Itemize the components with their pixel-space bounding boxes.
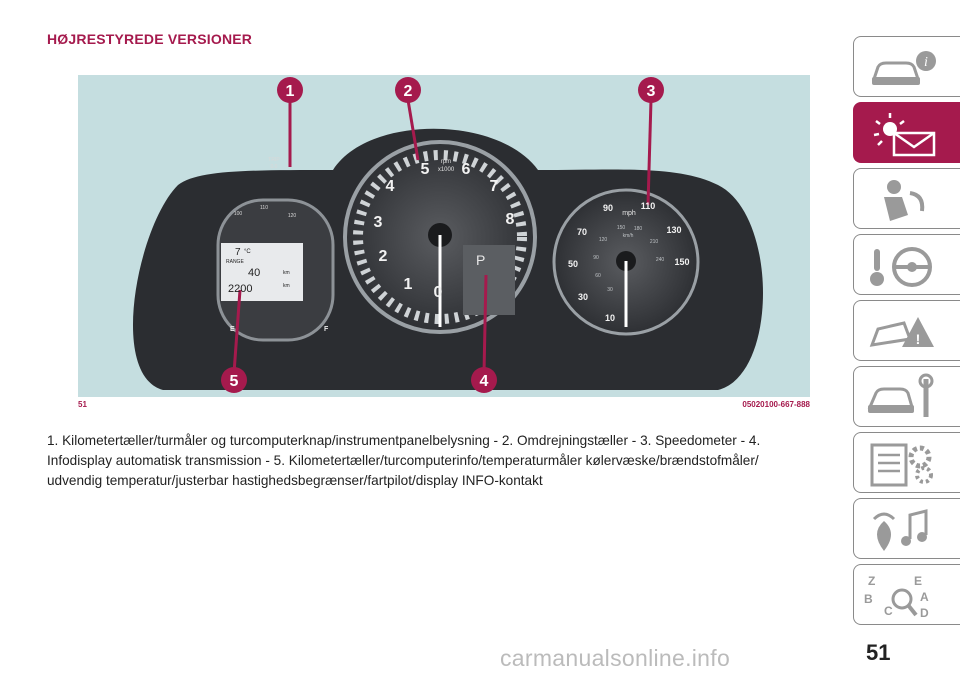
- odometer-unit: km: [283, 283, 290, 289]
- tab-starting-driving[interactable]: [853, 234, 960, 295]
- tach-unit: rpm: [440, 159, 452, 165]
- temp-scale-120: 120: [287, 213, 297, 219]
- speedo-kmh-90: 90: [593, 255, 599, 261]
- svg-text:Z: Z: [868, 574, 876, 588]
- temp-scale-100: 100: [233, 211, 243, 217]
- tab-technical-data[interactable]: [853, 432, 960, 493]
- callout-number-5: 5: [229, 373, 239, 390]
- speedo-mph-70: 70: [576, 227, 588, 237]
- speedo-unit: mph: [622, 210, 636, 217]
- tach-multiplier: x1000: [437, 167, 455, 173]
- car-accident-warning-icon: [864, 307, 944, 357]
- speedo-kmh-30: 30: [607, 287, 613, 293]
- instrument-cluster-figure: [78, 75, 810, 397]
- tab-maintenance[interactable]: [853, 366, 960, 427]
- speedo-kmh-unit: km/h: [622, 233, 634, 239]
- tach-number-2: 2: [378, 248, 388, 265]
- range-label: RANGE: [226, 259, 244, 265]
- figure-caption-row: [78, 400, 810, 414]
- tab-multimedia[interactable]: [853, 498, 960, 559]
- svg-text:B: B: [864, 592, 873, 606]
- callout-number-4: 4: [479, 373, 489, 390]
- figure-number: 51: [78, 400, 87, 409]
- svg-text:!: !: [915, 331, 921, 347]
- speedo-kmh-180: 180: [633, 226, 643, 232]
- callout-number-1: 1: [285, 83, 295, 100]
- speedo-mph-90: 90: [602, 203, 614, 213]
- range-unit: km: [283, 270, 290, 276]
- speedo-mph-30: 30: [577, 292, 589, 302]
- speedo-mph-10: 10: [604, 313, 616, 323]
- tach-number-7: 7: [489, 178, 499, 195]
- callout-number-2: 2: [403, 83, 413, 100]
- speedo-kmh-240: 240: [655, 257, 665, 263]
- speedo-kmh-150: 150: [616, 225, 626, 231]
- trip-value: 0.0: [270, 164, 278, 170]
- fuel-full-label: F: [324, 326, 329, 333]
- callout-line-4: [484, 275, 486, 373]
- technical-data-icon: [864, 439, 944, 489]
- speedo-mph-50: 50: [567, 259, 579, 269]
- tab-warning-lights[interactable]: [853, 102, 960, 163]
- speedo-mph-130: 130: [666, 225, 682, 235]
- page-number: 51: [866, 640, 891, 665]
- tach-number-0: 0: [433, 284, 443, 301]
- multimedia-icon: [864, 505, 944, 555]
- tab-emergency[interactable]: [853, 300, 960, 361]
- svg-text:E: E: [914, 574, 923, 588]
- speedo-kmh-120: 120: [598, 237, 608, 243]
- speedo-mph-110: 110: [640, 201, 656, 211]
- instrument-cluster-illustration: [78, 75, 810, 397]
- speedo-mph-150: 150: [674, 257, 690, 267]
- tab-safety[interactable]: [853, 168, 960, 229]
- range-value: 40: [248, 267, 261, 279]
- temp-value: 7: [235, 247, 241, 258]
- callout-number-3: 3: [646, 83, 656, 100]
- steering-wheel-key-icon: [864, 241, 944, 291]
- svg-text:D: D: [920, 606, 929, 620]
- tach-number-5: 5: [420, 161, 430, 178]
- speedo-kmh-210: 210: [649, 239, 659, 245]
- gear-display-box: [463, 245, 515, 315]
- svg-text:i: i: [924, 55, 928, 70]
- car-maintenance-icon: [864, 373, 944, 423]
- car-info-icon: [864, 43, 944, 93]
- tach-number-8: 8: [505, 211, 515, 228]
- tab-car-info[interactable]: [853, 36, 960, 97]
- svg-text:C: C: [884, 604, 893, 618]
- section-title: HØJRESTYREDE VERSIONER: [47, 31, 253, 47]
- figure-caption: 1. Kilometertæller/turmåler og turcomputerknap/instrumentpanelbelysning - 2. Omdrejningstæller - 3. Speedometer - 4. Infodisplay automatisk transmission - 5. Kilometertæller/turcomputerinfo/temperaturmåler kølervæske/brændstofmåler/ udvendig temperatur/justerbar hastighedsbegrænser/fartpilot/display INFO-kontakt: [47, 433, 761, 488]
- temp-scale-110: 110: [260, 205, 268, 211]
- speedo-kmh-60: 60: [595, 273, 601, 279]
- watermark: carmanualsonline.info: [500, 645, 731, 671]
- fuel-empty-label: E: [230, 326, 235, 333]
- alphabetical-index-icon: [864, 571, 944, 621]
- warning-light-message-icon: [864, 109, 944, 159]
- svg-text:A: A: [920, 590, 929, 604]
- figure-code: 05020100-667-888: [742, 400, 810, 409]
- tach-number-4: 4: [385, 178, 395, 195]
- tach-number-1: 1: [403, 276, 413, 293]
- temp-unit: °C: [244, 249, 251, 255]
- seat-airbag-icon: [864, 175, 944, 225]
- tab-index[interactable]: [853, 564, 960, 625]
- trip-label: TRIP: [268, 157, 280, 163]
- odometer-value: 2200: [228, 283, 253, 295]
- tach-number-6: 6: [461, 161, 471, 178]
- tach-number-3: 3: [373, 214, 383, 231]
- gear-indicator: P: [476, 252, 486, 268]
